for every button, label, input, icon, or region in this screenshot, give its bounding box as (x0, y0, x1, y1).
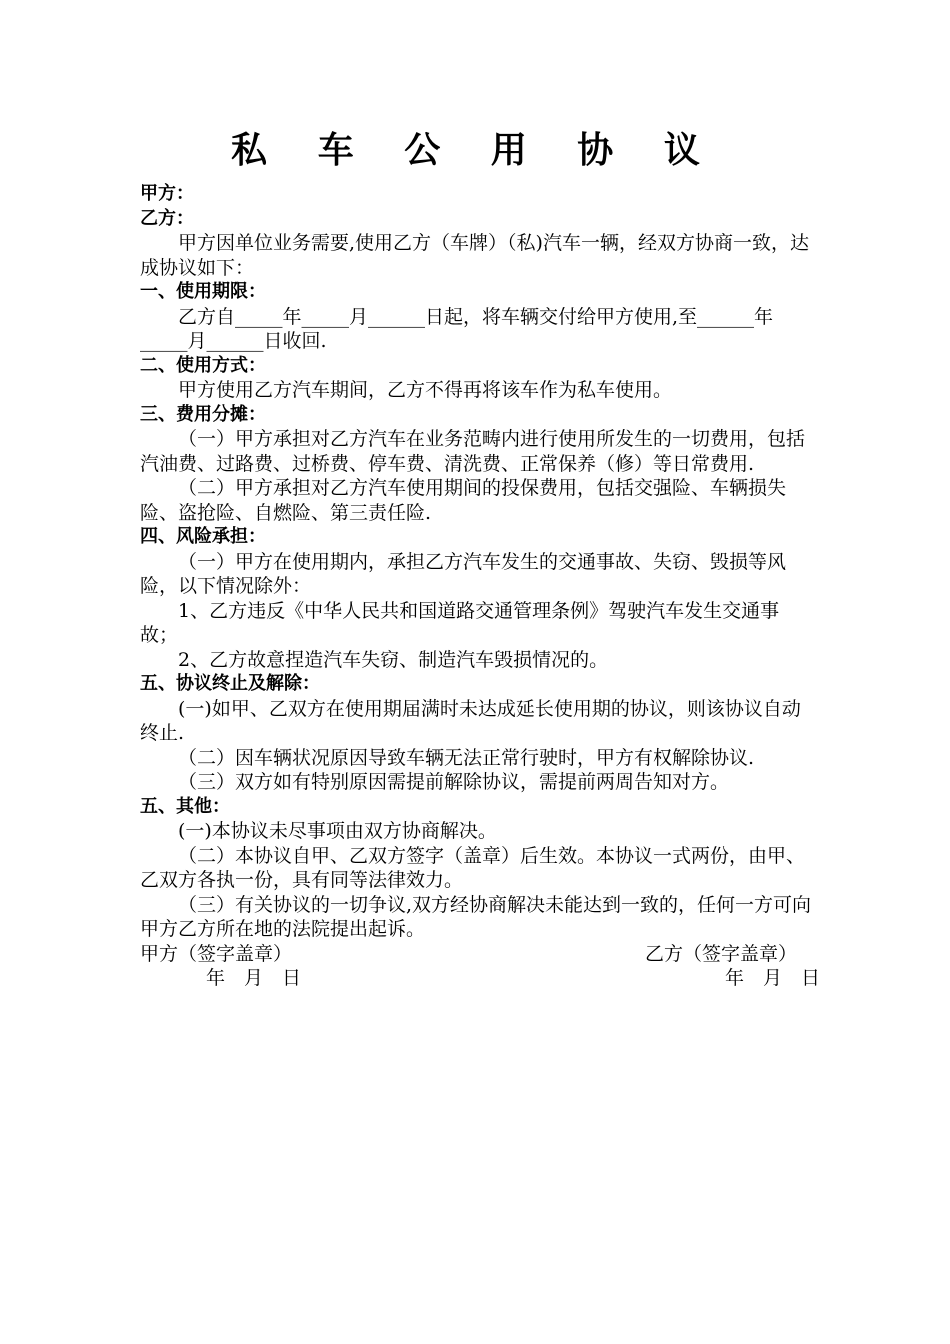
section-paragraph: (一)如甲、乙双方在使用期届满时未达成延长使用期的协议，则该协议自动终止. (140, 697, 801, 744)
section-paragraph: （二）本协议自甲、乙双方签字（盖章）后生效。本协议一式两份，由甲、乙双方各执一份，具有同等法律效力。 (140, 844, 806, 891)
section-paragraph: 甲方使用乙方汽车期间，乙方不得再将该车作为私车使用。 (178, 379, 673, 401)
section-paragraph: （一）甲方承担对乙方汽车在业务范畴内进行使用所发生的一切费用，包括汽油费、过路费、过桥费、停车费、清洗费、正常保养（修）等日常费用. (140, 428, 806, 475)
signature-area (140, 942, 820, 991)
section-paragraph: 1、乙方违反《中华人民共和国道路交通管理条例》驾驶汽车发生交通事故； (140, 599, 780, 646)
intro-paragraph: 甲方因单位业务需要,使用乙方（车牌）（私)汽车一辆，经双方协商一致，达成协议如下： (140, 232, 809, 279)
section-paragraph: （三）有关协议的一切争议,双方经协商解决未能达到一致的，任何一方可向甲方乙方所在地的法院提出起诉。 (140, 893, 812, 940)
section-heading: 三、费用分摊： (140, 403, 266, 425)
section-paragraph: （一）甲方在使用期内，承担乙方汽车发生的交通事故、失窃、毁损等风险，以下情况除外： (140, 550, 787, 597)
section-heading: 二、使用方式： (140, 354, 266, 376)
section-paragraph: 2、乙方故意捏造汽车失窃、制造汽车毁损情况的。 (178, 648, 609, 671)
section-heading: 五、其他： (140, 795, 230, 817)
section-heading: 一、使用期限： (140, 281, 266, 302)
party-b-line: 乙方： (140, 207, 194, 229)
party-a-signature (140, 942, 301, 991)
section-paragraph: (一)本协议未尽事项由双方协商解决。 (178, 820, 497, 842)
section-paragraph: （二）甲方承担对乙方汽车使用期间的投保费用，包括交强险、车辆损失险、盗抢险、自燃险、第三责任险. (140, 477, 787, 524)
party-b-signature-label: 乙方（签字盖章） (644, 942, 797, 965)
party-a-signature-label: 甲方（签字盖章） (140, 942, 293, 965)
document-body (140, 182, 820, 991)
party-b-signature-date: 年 月 日 (724, 967, 820, 989)
party-b-signature (645, 942, 820, 991)
section-paragraph: （三）双方如有特别原因需提前解除协议，需提前两周告知对方。 (178, 771, 730, 793)
section-paragraph: （二）因车辆状况原因导致车辆无法正常行驶时，甲方有权解除协议. (178, 746, 755, 769)
party-a-signature-date: 年 月 日 (206, 967, 302, 989)
section-paragraph: 乙方自_____年_____月______日起，将车辆交付给甲方使用,至______年_____月______日收回. (140, 305, 774, 352)
document-title: 私 车 公 用 协 议 (231, 130, 719, 171)
party-a-line: 甲方： (140, 183, 194, 204)
section-heading: 五、协议终止及解除： (140, 673, 320, 694)
section-heading: 四、风险承担： (140, 526, 266, 547)
